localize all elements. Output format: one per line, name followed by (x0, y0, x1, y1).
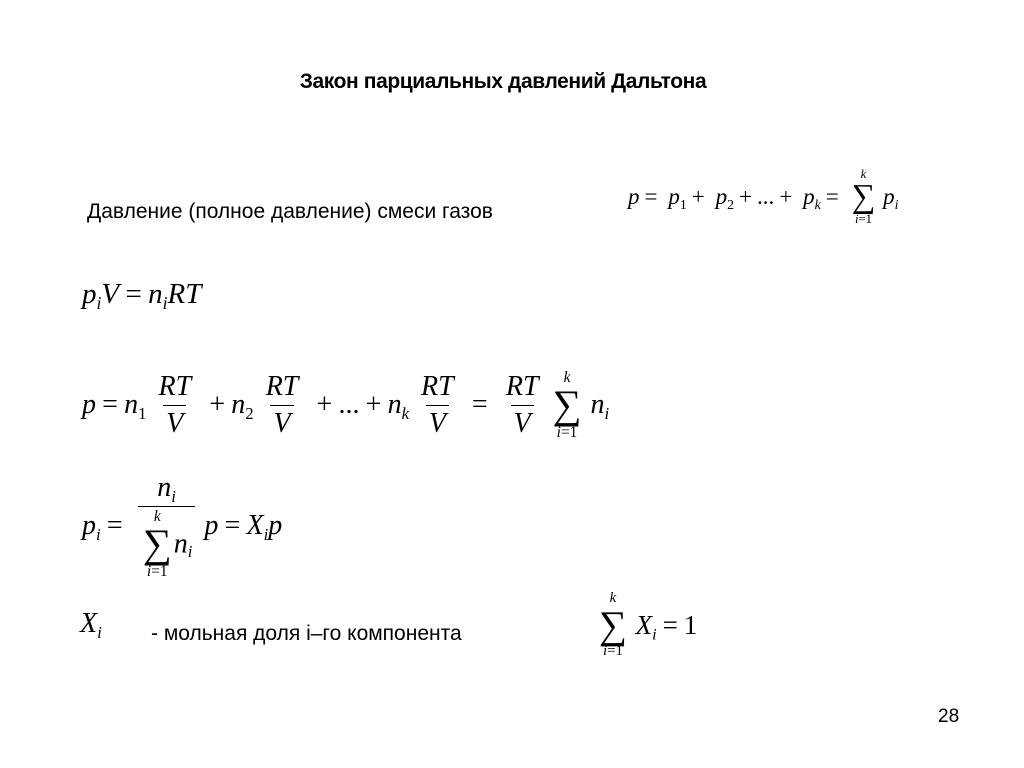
mole-fraction-formula: $p_i$ = $n_i$ k ∑ i=1 $n_i$ $p = X_ip$ (82, 472, 283, 580)
slide-title: Закон парциальных давлений Дальтона (299, 70, 707, 93)
sum-symbol: k ∑ i=1 (552, 369, 582, 441)
total-pressure-formula: $p = p_1 + p_2$ + ... + $p_k$ = k ∑ i=1 $p_i$ (628, 167, 899, 226)
ideal-gas-equation: $p_iV = n_iRT$ (82, 278, 202, 314)
partial-pressure-sum-formula: $p = n_1$ $\frac{RT}{V}$ + $n_2$ $\frac{RT}{V}$ + ... + $n_k$ $\frac{RT}{V}$ = $\frac{RT}{V}$ k ∑ i=1 $n_i$ (82, 369, 610, 441)
mole-fraction-symbol: $X_i$ (80, 608, 102, 642)
sum-symbol: k ∑ i=1 (142, 508, 172, 580)
mole-fraction-label: - мольная доля i–го компонента (151, 622, 462, 645)
sum-symbol: k ∑ i=1 (851, 167, 876, 226)
sum-symbol: k ∑ i=1 (599, 590, 627, 659)
mole-fraction-sum-formula: k ∑ i=1 $X_i = 1$ (599, 590, 698, 659)
page-number: 28 (938, 706, 960, 727)
pressure-label: Давление (полное давление) смеси газов (87, 200, 493, 223)
